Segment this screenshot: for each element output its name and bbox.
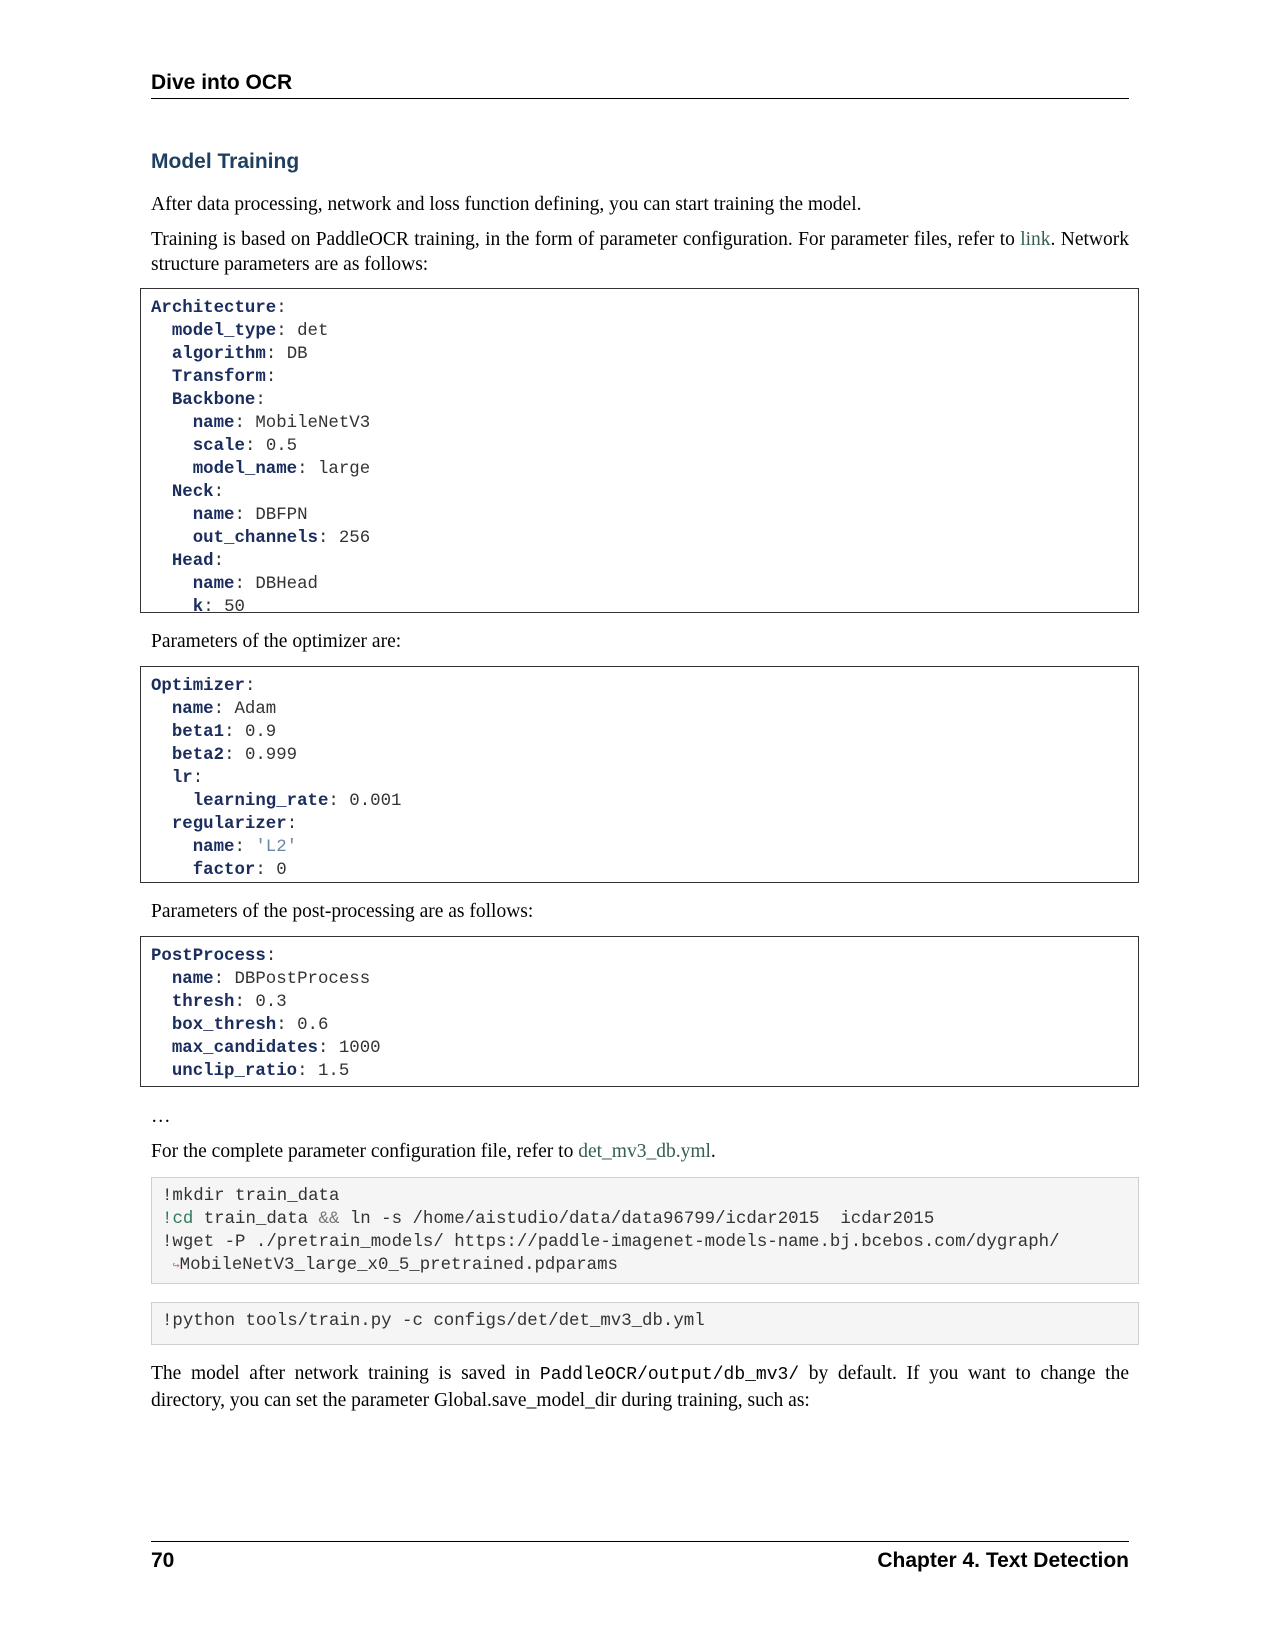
yaml-line: out_channels: 256 xyxy=(192,529,371,548)
shell-line-train: !python tools/train.py -c configs/det/det_mv3_db.yml xyxy=(162,1312,705,1331)
paragraph-config-tail: . Network structure parameters are as follows: xyxy=(151,229,1129,275)
paragraph-postprocess: Parameters of the post-processing are as follows: xyxy=(151,901,534,922)
yaml-line: k: 50 xyxy=(192,598,245,617)
paragraph-complete-config-text: For the complete parameter configuration file, refer to xyxy=(151,1141,579,1162)
yaml-key: name xyxy=(192,506,235,525)
yaml-key: Architecture xyxy=(151,299,277,318)
yaml-key: name xyxy=(192,575,235,594)
yaml-key: Head xyxy=(171,552,214,571)
yaml-key: name xyxy=(171,970,214,989)
yaml-value: DBFPN xyxy=(255,506,308,525)
yaml-value: 0.6 xyxy=(297,1016,329,1035)
yaml-value: 50 xyxy=(224,598,245,617)
yaml-key: out_channels xyxy=(192,529,318,548)
yaml-key: beta2 xyxy=(171,746,225,765)
link-parameter-files[interactable]: link xyxy=(1020,229,1051,250)
shell-line-wget-continued xyxy=(162,1254,1128,1278)
yaml-value: DB xyxy=(286,345,308,364)
yaml-value: 0.9 xyxy=(244,723,277,742)
postprocess-code-block xyxy=(140,936,1139,1087)
yaml-line: lr: xyxy=(171,769,204,788)
yaml-line: name: 'L2' xyxy=(192,838,298,857)
yaml-line: max_candidates: 1000 xyxy=(171,1039,381,1058)
yaml-value: 0.3 xyxy=(255,993,287,1012)
yaml-key: model_type xyxy=(171,322,277,341)
yaml-key: learning_rate xyxy=(192,792,329,811)
yaml-line: Transform: xyxy=(171,368,277,387)
paragraph-config xyxy=(151,227,1129,277)
paragraph-save-dir xyxy=(151,1361,1129,1413)
shell-line-mkdir: !mkdir train_data xyxy=(162,1187,340,1206)
yaml-value: 256 xyxy=(338,529,371,548)
yaml-key: Backbone xyxy=(171,391,256,410)
yaml-line: box_thresh: 0.6 xyxy=(171,1016,329,1035)
shell-and-operator: && xyxy=(318,1210,340,1229)
yaml-line: name: DBHead xyxy=(192,575,318,594)
yaml-value: Adam xyxy=(234,700,277,719)
yaml-key: max_candidates xyxy=(171,1039,318,1058)
yaml-key: Optimizer xyxy=(151,677,245,696)
optimizer-code-block xyxy=(140,666,1139,883)
yaml-value: MobileNetV3 xyxy=(255,414,371,433)
running-header: Dive into OCR xyxy=(151,68,1129,99)
shell-bang: ! xyxy=(162,1210,173,1229)
yaml-value: DBPostProcess xyxy=(234,970,371,989)
yaml-value: 'L2' xyxy=(255,838,298,857)
paragraph-config-text: Training is based on PaddleOCR training, in the form of parameter configuration. For parameter files, refer to xyxy=(151,229,1021,250)
yaml-key: box_thresh xyxy=(171,1016,277,1035)
yaml-line: beta2: 0.999 xyxy=(171,746,298,765)
yaml-line: factor: 0 xyxy=(192,861,287,880)
yaml-key: model_name xyxy=(192,460,298,479)
shell-wget-filename: MobileNetV3_large_x0_5_pretrained.pdparams xyxy=(179,1256,618,1275)
line-continuation-icon: ↪ xyxy=(172,1259,180,1273)
shell-cell-setup xyxy=(151,1177,1139,1284)
yaml-value: 0.999 xyxy=(244,746,298,765)
yaml-line: model_type: det xyxy=(171,322,329,341)
paragraph-optimizer: Parameters of the optimizer are: xyxy=(151,631,402,652)
yaml-line: name: DBPostProcess xyxy=(171,970,371,989)
ellipsis-text: … xyxy=(151,1106,171,1127)
section-title: Model Training xyxy=(151,150,300,173)
shell-cell-train xyxy=(151,1302,1139,1345)
paragraph-complete-config-tail: . xyxy=(710,1141,716,1162)
yaml-key: unclip_ratio xyxy=(171,1062,298,1081)
yaml-line: PostProcess: xyxy=(151,947,277,966)
document-page xyxy=(151,0,1129,1650)
yaml-key: name xyxy=(192,838,235,857)
yaml-value: 1.5 xyxy=(317,1062,350,1081)
architecture-code-block xyxy=(140,288,1139,617)
yaml-value: 1000 xyxy=(338,1039,381,1058)
yaml-key: k xyxy=(192,598,204,617)
yaml-line: model_name: large xyxy=(192,460,371,479)
inline-code-output-path: PaddleOCR/output/db_mv3/ xyxy=(539,1365,800,1385)
chapter-title: Chapter 4. Text Detection xyxy=(877,1549,1129,1572)
yaml-key: PostProcess xyxy=(151,947,266,966)
yaml-line: Optimizer: xyxy=(151,677,256,696)
yaml-value: 0.5 xyxy=(265,437,298,456)
yaml-key: regularizer xyxy=(171,815,287,834)
yaml-value: large xyxy=(318,460,371,479)
yaml-line: name: Adam xyxy=(171,700,277,719)
yaml-key: algorithm xyxy=(171,345,266,364)
yaml-line: algorithm: DB xyxy=(171,345,308,364)
yaml-value: DBHead xyxy=(255,575,318,594)
page-number: 70 xyxy=(151,1549,175,1572)
paragraph-save-dir-text: The model after network training is saved in xyxy=(151,1363,540,1384)
shell-line-wget: !wget -P ./pretrain_models/ https://paddle-imagenet-models-name.bj.bcebos.com/dygraph/ xyxy=(162,1233,1060,1252)
yaml-key: thresh xyxy=(171,993,235,1012)
paragraph-intro: After data processing, network and loss function defining, you can start training the model. xyxy=(151,194,862,215)
yaml-line: Neck: xyxy=(171,483,225,502)
yaml-line: name: DBFPN xyxy=(192,506,308,525)
yaml-key: name xyxy=(171,700,214,719)
yaml-value: det xyxy=(297,322,329,341)
running-footer xyxy=(151,1541,1129,1576)
yaml-key: lr xyxy=(171,769,193,788)
yaml-key: beta1 xyxy=(171,723,225,742)
yaml-line: scale: 0.5 xyxy=(192,437,298,456)
yaml-value: 0 xyxy=(276,861,287,880)
paragraph-complete-config xyxy=(151,1139,1129,1164)
yaml-line: Head: xyxy=(171,552,225,571)
yaml-line: name: MobileNetV3 xyxy=(192,414,371,433)
yaml-line: learning_rate: 0.001 xyxy=(192,792,402,811)
yaml-key: Transform xyxy=(171,368,266,387)
link-det-mv3-db-yml[interactable]: det_mv3_db.yml xyxy=(578,1141,711,1162)
yaml-line: thresh: 0.3 xyxy=(171,993,287,1012)
shell-line-cd-ln xyxy=(162,1208,1128,1231)
yaml-line: regularizer: xyxy=(171,815,298,834)
yaml-line: beta1: 0.9 xyxy=(171,723,277,742)
shell-cd-keyword: cd xyxy=(172,1210,194,1229)
yaml-key: name xyxy=(192,414,235,433)
yaml-value: 0.001 xyxy=(349,792,402,811)
yaml-line: unclip_ratio: 1.5 xyxy=(171,1062,350,1081)
yaml-line: Architecture: xyxy=(151,299,287,318)
shell-cd-arg: train_data xyxy=(193,1210,319,1229)
yaml-key: scale xyxy=(192,437,245,456)
paragraph-save-dir-tail: by default. If you want to change the directory, you can set the parameter Global.save_model_dir during training, such as: xyxy=(151,1363,1129,1411)
yaml-key: factor xyxy=(192,861,256,880)
yaml-line: Backbone: xyxy=(171,391,266,410)
shell-ln-command: ln -s /home/aistudio/data/data96799/icdar2015 icdar2015 xyxy=(339,1210,935,1229)
yaml-key: Neck xyxy=(171,483,214,502)
